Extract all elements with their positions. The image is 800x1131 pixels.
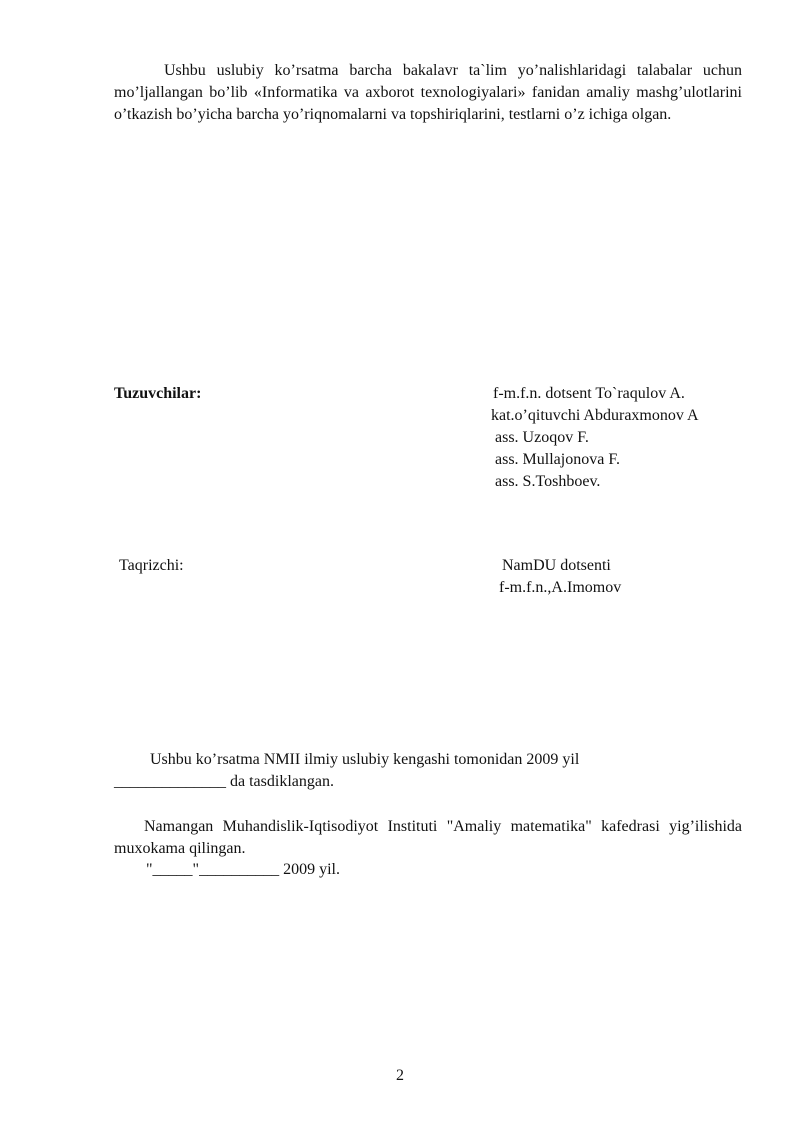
intro-paragraph: Ushbu uslubiy ko’rsatma barcha bakalavr ta`lim yo’nalishlaridagi talabalar uchun mo’ljallangan bo’lib «Informatika va axborot texnologiyalari» fanidan amaliy mashg’ulotlarini o’tkazish bo’yicha barcha yo’riqnomalarni va topshiriqlarini, testlarni o’z ichiga olgan. xyxy=(114,62,742,123)
approval-line-1: Ushbu ko’rsatma NMII ilmiy uslubiy kengashi tomonidan 2009 yil xyxy=(150,751,580,768)
compiler-item: kat.o’qituvchi Abduraxmonov A xyxy=(491,407,699,424)
reviewer-position: NamDU dotsenti xyxy=(502,557,611,574)
page-number: 2 xyxy=(396,1067,404,1084)
compilers-list xyxy=(491,383,699,493)
reviewer-label: Taqrizchi: xyxy=(119,557,184,574)
approval-line-2: ______________ da tasdiklangan. xyxy=(114,773,334,790)
reviewer-name: f-m.f.n.,A.Imomov xyxy=(499,579,622,596)
compiler-item: ass. Mullajonova F. xyxy=(495,451,620,468)
discussion-date-line: "_____"__________ 2009 yil. xyxy=(146,861,340,878)
reviewer-info xyxy=(499,555,621,599)
approval-statement xyxy=(114,749,742,793)
compiler-item: ass. S.Toshboev. xyxy=(495,473,601,490)
compiler-item: f-m.f.n. dotsent To`raqulov A. xyxy=(493,385,685,402)
compilers-label: Tuzuvchilar: xyxy=(114,385,202,402)
compiler-item: ass. Uzoqov F. xyxy=(495,429,589,446)
discussion-statement: Namangan Muhandislik-Iqtisodiyot Instituti "Amaliy matematika" kafedrasi yig’ilishida muxokama qilingan. xyxy=(114,818,742,857)
